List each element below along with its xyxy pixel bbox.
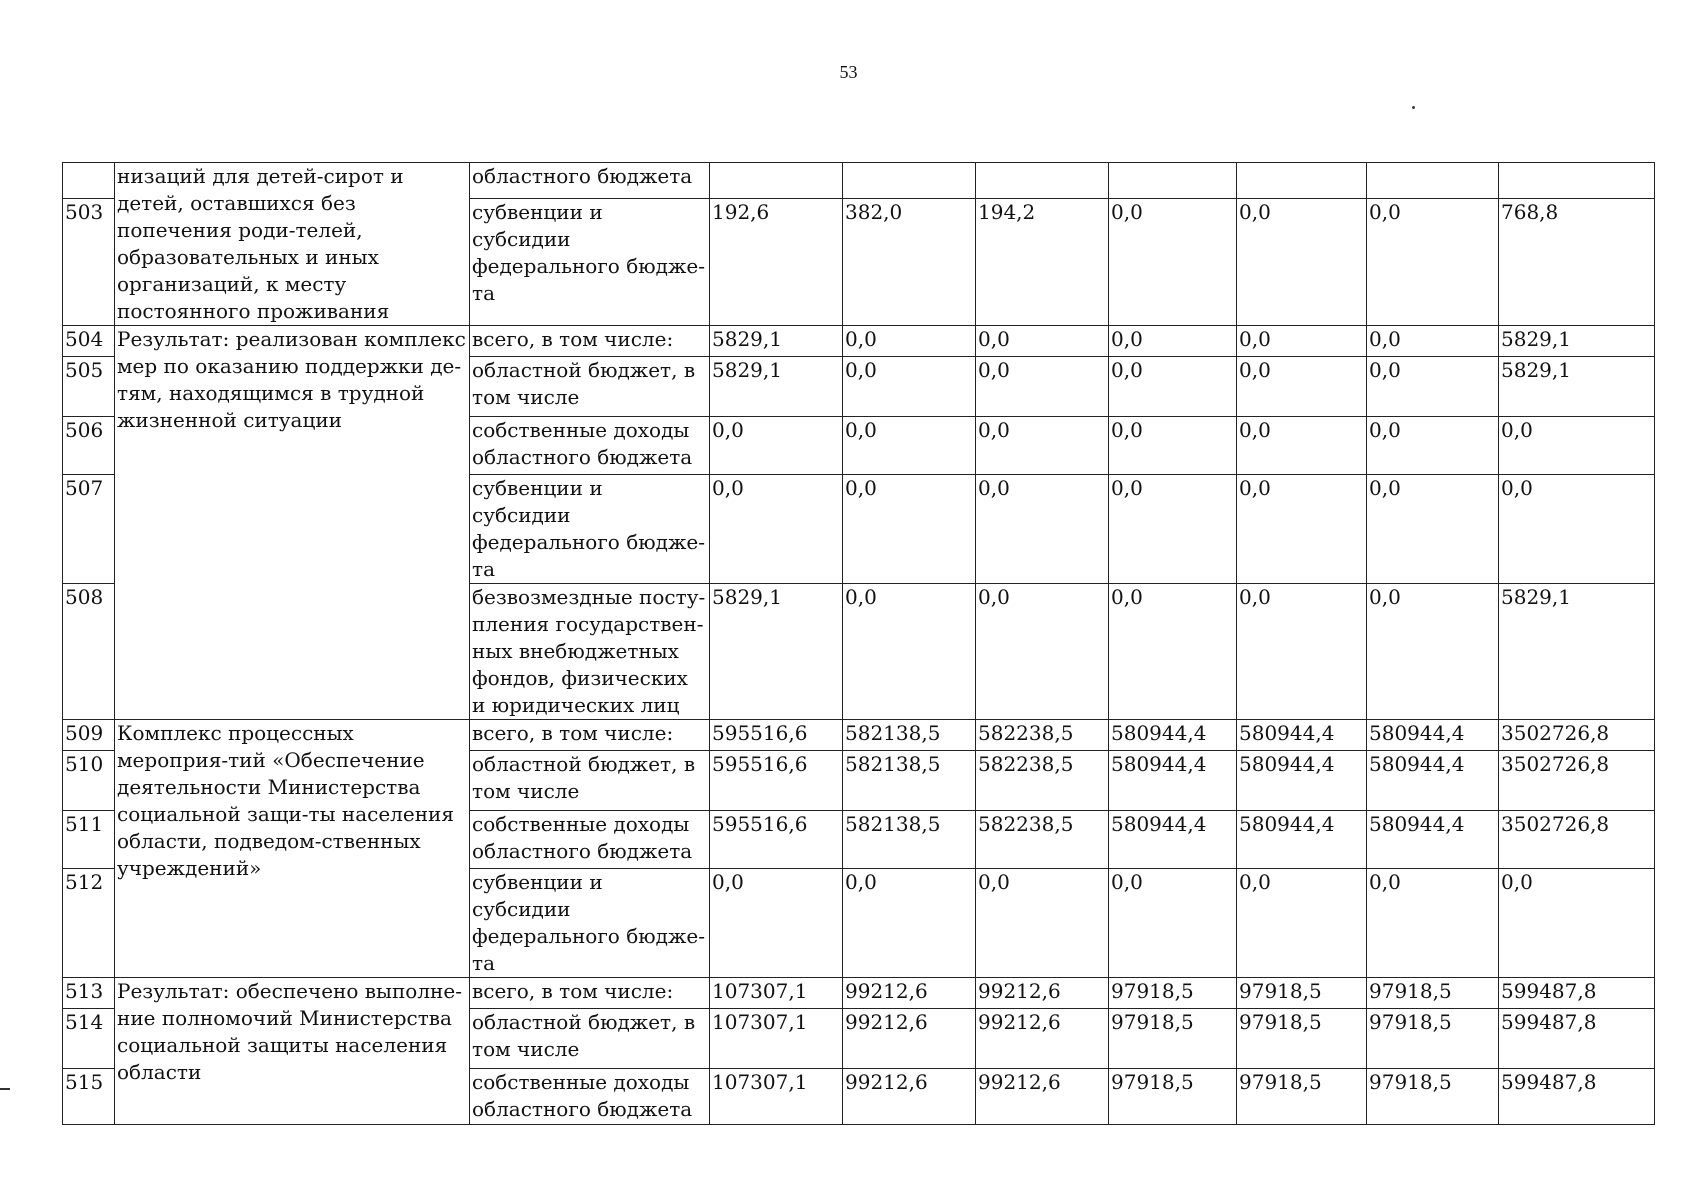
- row-number: 505: [63, 357, 115, 417]
- year-value: 0,0: [1367, 584, 1499, 720]
- year-value: 0,0: [1367, 869, 1499, 978]
- year-value: 97918,5: [1237, 1069, 1367, 1125]
- year-value: 580944,4: [1109, 751, 1237, 811]
- year-value: 97918,5: [1109, 978, 1237, 1009]
- funding-source: субвенции и субсидии федерального бюдже-та: [470, 869, 710, 978]
- year-value: 580944,4: [1237, 720, 1367, 751]
- total-value: 5829,1: [1499, 326, 1655, 357]
- funding-source: всего, в том числе:: [470, 326, 710, 357]
- year-value: 0,0: [1109, 199, 1237, 326]
- funding-source: субвенции и субсидии федерального бюдже-та: [470, 475, 710, 584]
- row-number: 507: [63, 475, 115, 584]
- total-value: 5829,1: [1499, 357, 1655, 417]
- year-value: 0,0: [976, 326, 1109, 357]
- total-value: 599487,8: [1499, 978, 1655, 1009]
- year-value: 107307,1: [710, 1069, 843, 1125]
- year-value: 0,0: [1367, 475, 1499, 584]
- total-value: 0,0: [1499, 869, 1655, 978]
- year-value: 0,0: [710, 417, 843, 475]
- table-row: [63, 163, 1655, 199]
- year-value: 0,0: [843, 326, 976, 357]
- year-value: 5829,1: [710, 584, 843, 720]
- year-value: 5829,1: [710, 326, 843, 357]
- year-value: 382,0: [843, 199, 976, 326]
- total-value: [1499, 163, 1655, 199]
- table-row: [63, 978, 1655, 1009]
- year-value: 0,0: [1237, 326, 1367, 357]
- year-value: 99212,6: [976, 1069, 1109, 1125]
- total-value: 3502726,8: [1499, 751, 1655, 811]
- year-value: 595516,6: [710, 811, 843, 869]
- year-value: 192,6: [710, 199, 843, 326]
- year-value: 580944,4: [1367, 811, 1499, 869]
- funding-source: областной бюджет, в том числе: [470, 1009, 710, 1069]
- row-number: [63, 163, 115, 199]
- year-value: [1367, 163, 1499, 199]
- measure-name: Комплекс процессных мероприя-тий «Обеспечение деятельности Министерства социальной защи-ты населения области, подведом-ственных учреждений»: [115, 720, 470, 978]
- year-value: 0,0: [1367, 326, 1499, 357]
- year-value: 99212,6: [976, 1009, 1109, 1069]
- year-value: 97918,5: [1367, 978, 1499, 1009]
- row-number: 514: [63, 1009, 115, 1069]
- year-value: 97918,5: [1109, 1009, 1237, 1069]
- total-value: 0,0: [1499, 417, 1655, 475]
- row-number: 513: [63, 978, 115, 1009]
- year-value: 582138,5: [843, 811, 976, 869]
- funding-source: всего, в том числе:: [470, 978, 710, 1009]
- row-number: 508: [63, 584, 115, 720]
- year-value: 0,0: [976, 357, 1109, 417]
- year-value: 0,0: [843, 357, 976, 417]
- year-value: 0,0: [1109, 584, 1237, 720]
- measure-name: Результат: обеспечено выполне-ние полномочий Министерства социальной защиты населения области: [115, 978, 470, 1125]
- row-number: 510: [63, 751, 115, 811]
- page-number: 53: [839, 62, 858, 82]
- year-value: [1109, 163, 1237, 199]
- year-value: [710, 163, 843, 199]
- year-value: 582138,5: [843, 751, 976, 811]
- funding-source: всего, в том числе:: [470, 720, 710, 751]
- measure-name: низаций для детей-сирот и детей, оставшихся без попечения роди-телей, образовательных и иных организаций, к месту постоянного проживания: [115, 163, 470, 326]
- funding-source: областного бюджета: [470, 163, 710, 199]
- year-value: 0,0: [1237, 475, 1367, 584]
- year-value: 97918,5: [1237, 978, 1367, 1009]
- total-value: 0,0: [1499, 475, 1655, 584]
- year-value: 580944,4: [1109, 811, 1237, 869]
- funding-source: собственные доходы областного бюджета: [470, 811, 710, 869]
- year-value: 5829,1: [710, 357, 843, 417]
- year-value: 580944,4: [1109, 720, 1237, 751]
- year-value: 0,0: [1237, 417, 1367, 475]
- year-value: 582238,5: [976, 811, 1109, 869]
- year-value: 107307,1: [710, 978, 843, 1009]
- total-value: 599487,8: [1499, 1009, 1655, 1069]
- year-value: 580944,4: [1367, 720, 1499, 751]
- year-value: 580944,4: [1237, 811, 1367, 869]
- year-value: [976, 163, 1109, 199]
- total-value: 5829,1: [1499, 584, 1655, 720]
- year-value: 0,0: [1367, 357, 1499, 417]
- year-value: 0,0: [1237, 357, 1367, 417]
- table-row: [63, 326, 1655, 357]
- budget-table: [62, 162, 1655, 1125]
- year-value: 0,0: [1237, 869, 1367, 978]
- year-value: 0,0: [1367, 199, 1499, 326]
- row-number: 503: [63, 199, 115, 326]
- year-value: 194,2: [976, 199, 1109, 326]
- row-number: 504: [63, 326, 115, 357]
- total-value: 768,8: [1499, 199, 1655, 326]
- year-value: 582238,5: [976, 751, 1109, 811]
- year-value: 0,0: [976, 869, 1109, 978]
- row-number: 509: [63, 720, 115, 751]
- year-value: 0,0: [843, 417, 976, 475]
- row-number: 506: [63, 417, 115, 475]
- year-value: 99212,6: [843, 1069, 976, 1125]
- year-value: 0,0: [843, 475, 976, 584]
- year-value: 0,0: [710, 475, 843, 584]
- year-value: 99212,6: [843, 978, 976, 1009]
- funding-source: собственные доходы областного бюджета: [470, 1069, 710, 1125]
- year-value: 0,0: [1109, 326, 1237, 357]
- year-value: 99212,6: [843, 1009, 976, 1069]
- funding-source: областной бюджет, в том числе: [470, 751, 710, 811]
- year-value: 0,0: [976, 475, 1109, 584]
- year-value: 0,0: [1109, 869, 1237, 978]
- measure-name: Результат: реализован комплекс мер по оказанию поддержки де-тям, находящимся в трудной жизненной ситуации: [115, 326, 470, 720]
- year-value: 595516,6: [710, 751, 843, 811]
- year-value: 0,0: [843, 869, 976, 978]
- row-number: 512: [63, 869, 115, 978]
- total-value: 3502726,8: [1499, 811, 1655, 869]
- year-value: 0,0: [1237, 199, 1367, 326]
- table-row: [63, 720, 1655, 751]
- year-value: 97918,5: [1367, 1069, 1499, 1125]
- year-value: 0,0: [976, 584, 1109, 720]
- table-body: [63, 163, 1655, 1125]
- year-value: [1237, 163, 1367, 199]
- year-value: 580944,4: [1237, 751, 1367, 811]
- margin-mark: [0, 1088, 10, 1090]
- year-value: [843, 163, 976, 199]
- year-value: 580944,4: [1367, 751, 1499, 811]
- year-value: 107307,1: [710, 1009, 843, 1069]
- year-value: 97918,5: [1237, 1009, 1367, 1069]
- year-value: 97918,5: [1109, 1069, 1237, 1125]
- year-value: 0,0: [843, 584, 976, 720]
- total-value: 3502726,8: [1499, 720, 1655, 751]
- year-value: 99212,6: [976, 978, 1109, 1009]
- year-value: 0,0: [1109, 357, 1237, 417]
- year-value: 0,0: [710, 869, 843, 978]
- year-value: 582238,5: [976, 720, 1109, 751]
- scan-speck: [1412, 106, 1415, 109]
- funding-source: субвенции и субсидии федерального бюдже-та: [470, 199, 710, 326]
- funding-source: областной бюджет, в том числе: [470, 357, 710, 417]
- year-value: 582138,5: [843, 720, 976, 751]
- year-value: 0,0: [1109, 475, 1237, 584]
- row-number: 515: [63, 1069, 115, 1125]
- year-value: 0,0: [976, 417, 1109, 475]
- year-value: 595516,6: [710, 720, 843, 751]
- year-value: 0,0: [1237, 584, 1367, 720]
- year-value: 0,0: [1367, 417, 1499, 475]
- row-number: 511: [63, 811, 115, 869]
- year-value: 97918,5: [1367, 1009, 1499, 1069]
- total-value: 599487,8: [1499, 1069, 1655, 1125]
- funding-source: безвозмездные посту-пления государствен-ных внебюджетных фондов, физических и юридических лиц: [470, 584, 710, 720]
- funding-source: собственные доходы областного бюджета: [470, 417, 710, 475]
- year-value: 0,0: [1109, 417, 1237, 475]
